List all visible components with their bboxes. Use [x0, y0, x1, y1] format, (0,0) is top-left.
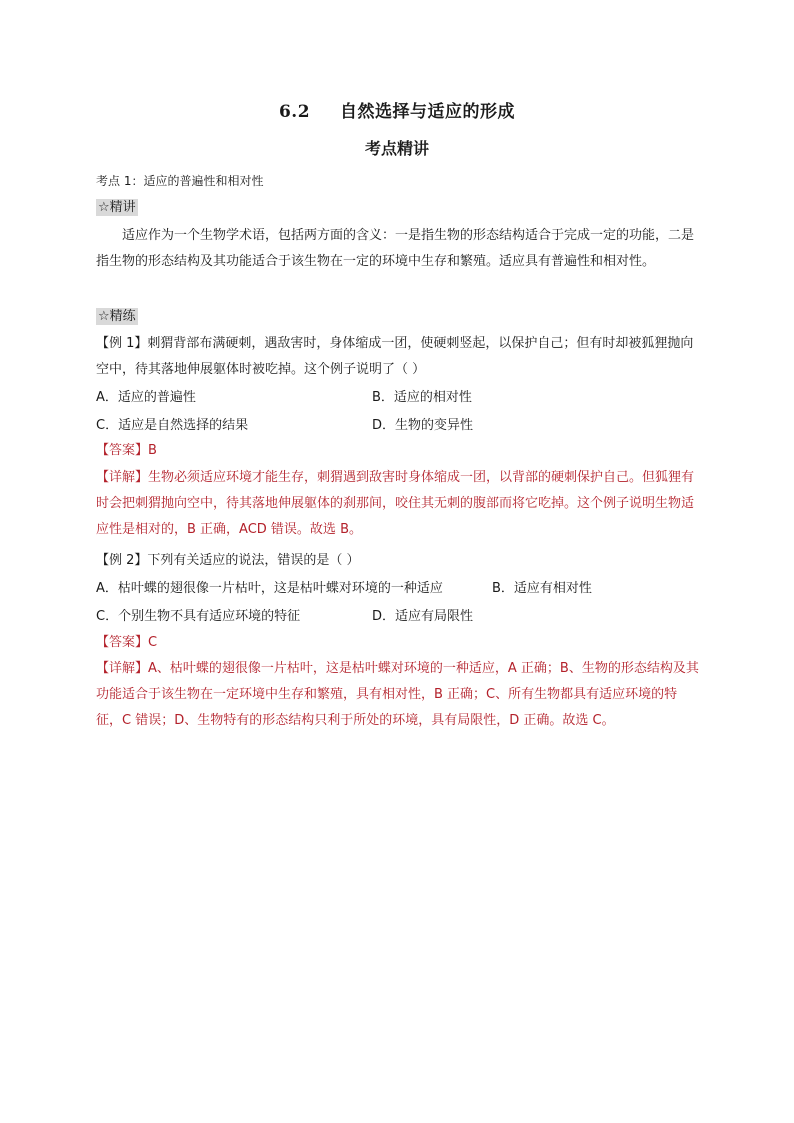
kaodian-heading: 考点 1：适应的普遍性和相对性 — [96, 174, 264, 188]
example1-question-text: 刺猬背部布满硬刺，遇敌害时，身体缩成一团，使硬刺竖起，以保护自己；但有时却被狐狸抛向空中，待其落地伸展躯体时被吃掉。这个例子说明了（ ） — [96, 336, 694, 377]
example2-label: 【例 2】 — [96, 553, 148, 568]
example1-option-b: B．适应的相对性 — [372, 390, 472, 405]
example2-option-c: C．个别生物不具有适应环境的特征 — [96, 609, 301, 624]
example2-option-a: A．枯叶蝶的翅很像一片枯叶，这是枯叶蝶对环境的一种适应 — [96, 581, 443, 596]
section-title: 自然选择与适应的形成 — [340, 102, 516, 122]
example1-question — [96, 331, 700, 383]
jinglian-tag: ☆精练 — [98, 309, 136, 324]
page-subtitle: 考点精讲 — [364, 139, 429, 158]
example2-detail — [96, 656, 700, 734]
example2-question-text: 下列有关适应的说法，错误的是（ ） — [147, 553, 360, 568]
example2-detail-label: 【详解】 — [96, 661, 149, 676]
example1-answer-label: 【答案】 — [96, 443, 149, 458]
section-number: 6.2 — [278, 102, 311, 122]
example1-detail-label: 【详解】 — [96, 470, 149, 485]
example2-answer — [96, 634, 157, 652]
page-title — [0, 97, 794, 122]
example2-answer-label: 【答案】 — [96, 635, 149, 650]
example2-detail-text: A、枯叶蝶的翅很像一片枯叶，这是枯叶蝶对环境的一种适应，A 正确；B、生物的形态结构及其功能适合于该生物在一定环境中生存和繁殖，具有相对性，B 正确；C、所有生物都具有适应环境的特征，C 错误；D、生物特有的形态结构只利于所处的环境，具有局限性，D 正确。故选 C。 — [96, 661, 699, 728]
example1-answer-value: B — [148, 443, 157, 458]
example1-detail-text: 生物必须适应环境才能生存，刺猬遇到敌害时身体缩成一团，以背部的硬刺保护自己。但狐狸有时会把刺猬抛向空中，待其落地伸展躯体的刹那间，咬住其无刺的腹部而将它吃掉。这个例子说明生物适应性是相对的，B 正确，ACD 错误。故选 B。 — [96, 470, 695, 537]
example2-option-d: D．适应有局限性 — [372, 609, 474, 624]
jinglian-tag-row — [96, 308, 138, 326]
example2-answer-value: C — [148, 635, 158, 650]
jingjiang-tag: ☆精讲 — [98, 200, 136, 215]
example2-option-b: B．适应有相对性 — [492, 581, 592, 596]
example1-answer — [96, 442, 157, 460]
example1-option-d: D．生物的变异性 — [372, 418, 474, 433]
example1-option-a: A．适应的普遍性 — [96, 390, 196, 405]
example1-label: 【例 1】 — [96, 336, 148, 351]
example2-question — [96, 548, 700, 574]
jingjiang-tag-row — [96, 199, 138, 217]
example1-option-c: C．适应是自然选择的结果 — [96, 418, 249, 433]
jingjiang-text: 适应作为一个生物学术语，包括两方面的含义：一是指生物的形态结构适合于完成一定的功能，二是指生物的形态结构及其功能适合于该生物在一定的环境中生存和繁殖。适应具有普遍性和相对性。 — [96, 228, 695, 269]
example1-detail — [96, 465, 700, 543]
